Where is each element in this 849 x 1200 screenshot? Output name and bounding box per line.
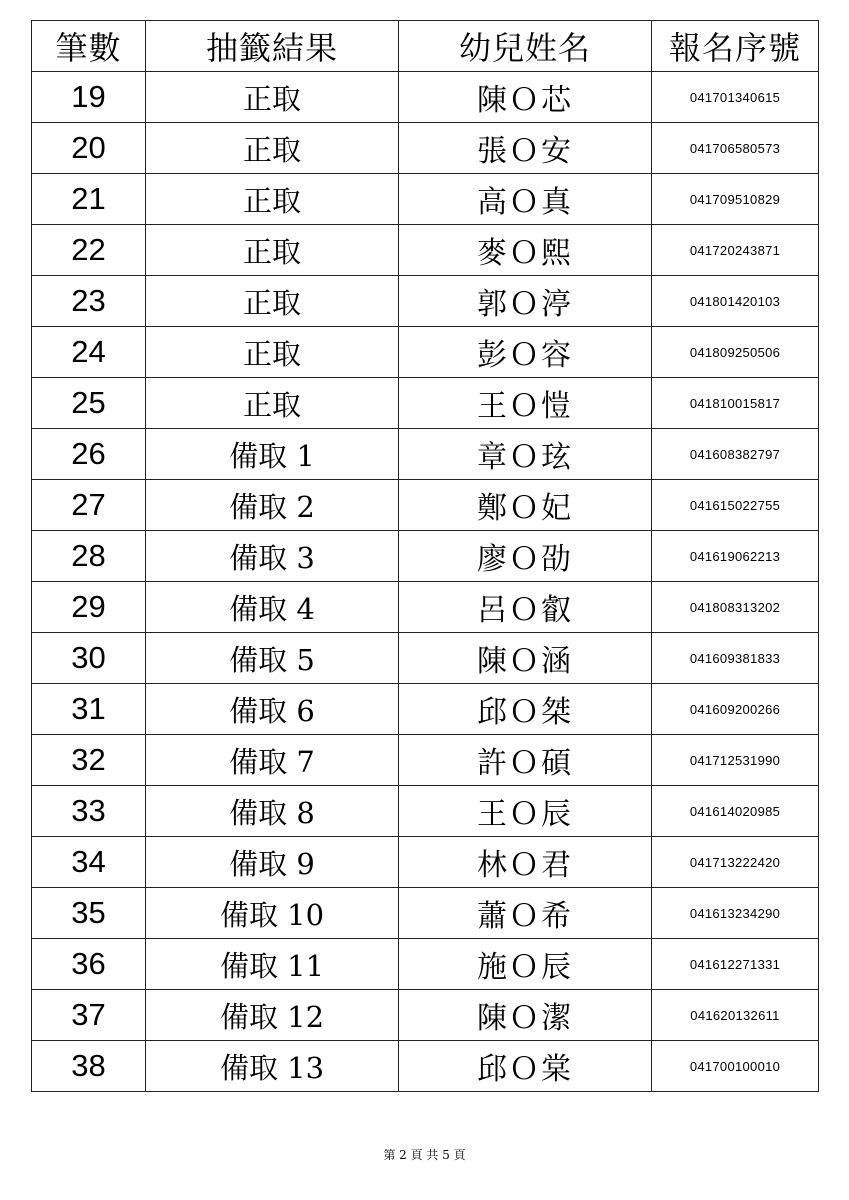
row-child-name: 蕭Ｏ希 <box>399 888 652 939</box>
row-lottery-result: 備取 1 <box>146 429 399 480</box>
row-child-name: 張Ｏ安 <box>399 123 652 174</box>
row-registration-number: 041613234290 <box>652 888 819 939</box>
table-body <box>32 72 819 1092</box>
row-lottery-result: 備取 5 <box>146 633 399 684</box>
row-count: 34 <box>32 837 146 888</box>
row-count: 31 <box>32 684 146 735</box>
row-registration-number: 041608382797 <box>652 429 819 480</box>
row-child-name: 章Ｏ玹 <box>399 429 652 480</box>
table-row <box>32 429 819 480</box>
row-lottery-result: 備取 13 <box>146 1041 399 1092</box>
header-count: 筆數 <box>32 21 146 72</box>
lottery-results-table <box>31 20 819 1092</box>
table-row <box>32 123 819 174</box>
row-lottery-result: 備取 2 <box>146 480 399 531</box>
row-lottery-result: 正取 <box>146 378 399 429</box>
table-row <box>32 939 819 990</box>
row-child-name: 呂Ｏ叡 <box>399 582 652 633</box>
row-count: 26 <box>32 429 146 480</box>
row-registration-number: 041609200266 <box>652 684 819 735</box>
table-row <box>32 174 819 225</box>
row-child-name: 麥Ｏ熙 <box>399 225 652 276</box>
table-row <box>32 1041 819 1092</box>
row-child-name: 陳Ｏ芯 <box>399 72 652 123</box>
row-registration-number: 041609381833 <box>652 633 819 684</box>
table-row <box>32 888 819 939</box>
row-count: 33 <box>32 786 146 837</box>
row-count: 29 <box>32 582 146 633</box>
row-lottery-result: 備取 10 <box>146 888 399 939</box>
page-number-footer: 第 2 頁 共 5 頁 <box>383 1148 466 1162</box>
row-count: 19 <box>32 72 146 123</box>
row-registration-number: 041700100010 <box>652 1041 819 1092</box>
table-row <box>32 276 819 327</box>
table-row <box>32 990 819 1041</box>
row-registration-number: 041612271331 <box>652 939 819 990</box>
row-child-name: 彭Ｏ容 <box>399 327 652 378</box>
table-row <box>32 480 819 531</box>
row-count: 24 <box>32 327 146 378</box>
row-child-name: 林Ｏ君 <box>399 837 652 888</box>
row-lottery-result: 備取 11 <box>146 939 399 990</box>
row-registration-number: 041614020985 <box>652 786 819 837</box>
row-child-name: 高Ｏ真 <box>399 174 652 225</box>
header-child-name: 幼兒姓名 <box>399 21 652 72</box>
row-registration-number: 041712531990 <box>652 735 819 786</box>
header-registration-number: 報名序號 <box>652 21 819 72</box>
row-lottery-result: 正取 <box>146 174 399 225</box>
table-row <box>32 684 819 735</box>
row-child-name: 郭Ｏ渟 <box>399 276 652 327</box>
row-lottery-result: 備取 6 <box>146 684 399 735</box>
row-registration-number: 041620132611 <box>652 990 819 1041</box>
row-registration-number: 041701340615 <box>652 72 819 123</box>
row-count: 30 <box>32 633 146 684</box>
row-count: 35 <box>32 888 146 939</box>
row-registration-number: 041619062213 <box>652 531 819 582</box>
row-registration-number: 041706580573 <box>652 123 819 174</box>
row-child-name: 陳Ｏ涵 <box>399 633 652 684</box>
row-child-name: 廖Ｏ劭 <box>399 531 652 582</box>
table-row <box>32 72 819 123</box>
row-child-name: 鄭Ｏ妃 <box>399 480 652 531</box>
table-row <box>32 735 819 786</box>
row-count: 23 <box>32 276 146 327</box>
row-count: 25 <box>32 378 146 429</box>
table-row <box>32 225 819 276</box>
row-count: 21 <box>32 174 146 225</box>
row-lottery-result: 備取 4 <box>146 582 399 633</box>
row-child-name: 施Ｏ辰 <box>399 939 652 990</box>
row-child-name: 邱Ｏ桀 <box>399 684 652 735</box>
row-count: 32 <box>32 735 146 786</box>
row-registration-number: 041809250506 <box>652 327 819 378</box>
table-row <box>32 582 819 633</box>
row-child-name: 王Ｏ辰 <box>399 786 652 837</box>
row-count: 36 <box>32 939 146 990</box>
row-lottery-result: 備取 3 <box>146 531 399 582</box>
row-lottery-result: 正取 <box>146 225 399 276</box>
row-lottery-result: 備取 12 <box>146 990 399 1041</box>
row-count: 37 <box>32 990 146 1041</box>
table-row <box>32 378 819 429</box>
row-count: 28 <box>32 531 146 582</box>
row-registration-number: 041808313202 <box>652 582 819 633</box>
table-row <box>32 327 819 378</box>
row-child-name: 王Ｏ愷 <box>399 378 652 429</box>
row-lottery-result: 正取 <box>146 72 399 123</box>
table-row <box>32 531 819 582</box>
row-child-name: 邱Ｏ棠 <box>399 1041 652 1092</box>
row-count: 20 <box>32 123 146 174</box>
row-registration-number: 041720243871 <box>652 225 819 276</box>
row-registration-number: 041801420103 <box>652 276 819 327</box>
table-row <box>32 633 819 684</box>
row-child-name: 許Ｏ碩 <box>399 735 652 786</box>
row-count: 38 <box>32 1041 146 1092</box>
header-row <box>32 21 819 72</box>
row-lottery-result: 備取 7 <box>146 735 399 786</box>
row-lottery-result: 正取 <box>146 276 399 327</box>
row-lottery-result: 備取 8 <box>146 786 399 837</box>
row-registration-number: 041615022755 <box>652 480 819 531</box>
row-registration-number: 041810015817 <box>652 378 819 429</box>
row-registration-number: 041713222420 <box>652 837 819 888</box>
table-header <box>32 21 819 72</box>
row-child-name: 陳Ｏ潔 <box>399 990 652 1041</box>
table-row <box>32 786 819 837</box>
row-registration-number: 041709510829 <box>652 174 819 225</box>
row-lottery-result: 正取 <box>146 123 399 174</box>
row-count: 27 <box>32 480 146 531</box>
row-lottery-result: 正取 <box>146 327 399 378</box>
header-lottery-result: 抽籤結果 <box>146 21 399 72</box>
row-count: 22 <box>32 225 146 276</box>
row-lottery-result: 備取 9 <box>146 837 399 888</box>
table-row <box>32 837 819 888</box>
